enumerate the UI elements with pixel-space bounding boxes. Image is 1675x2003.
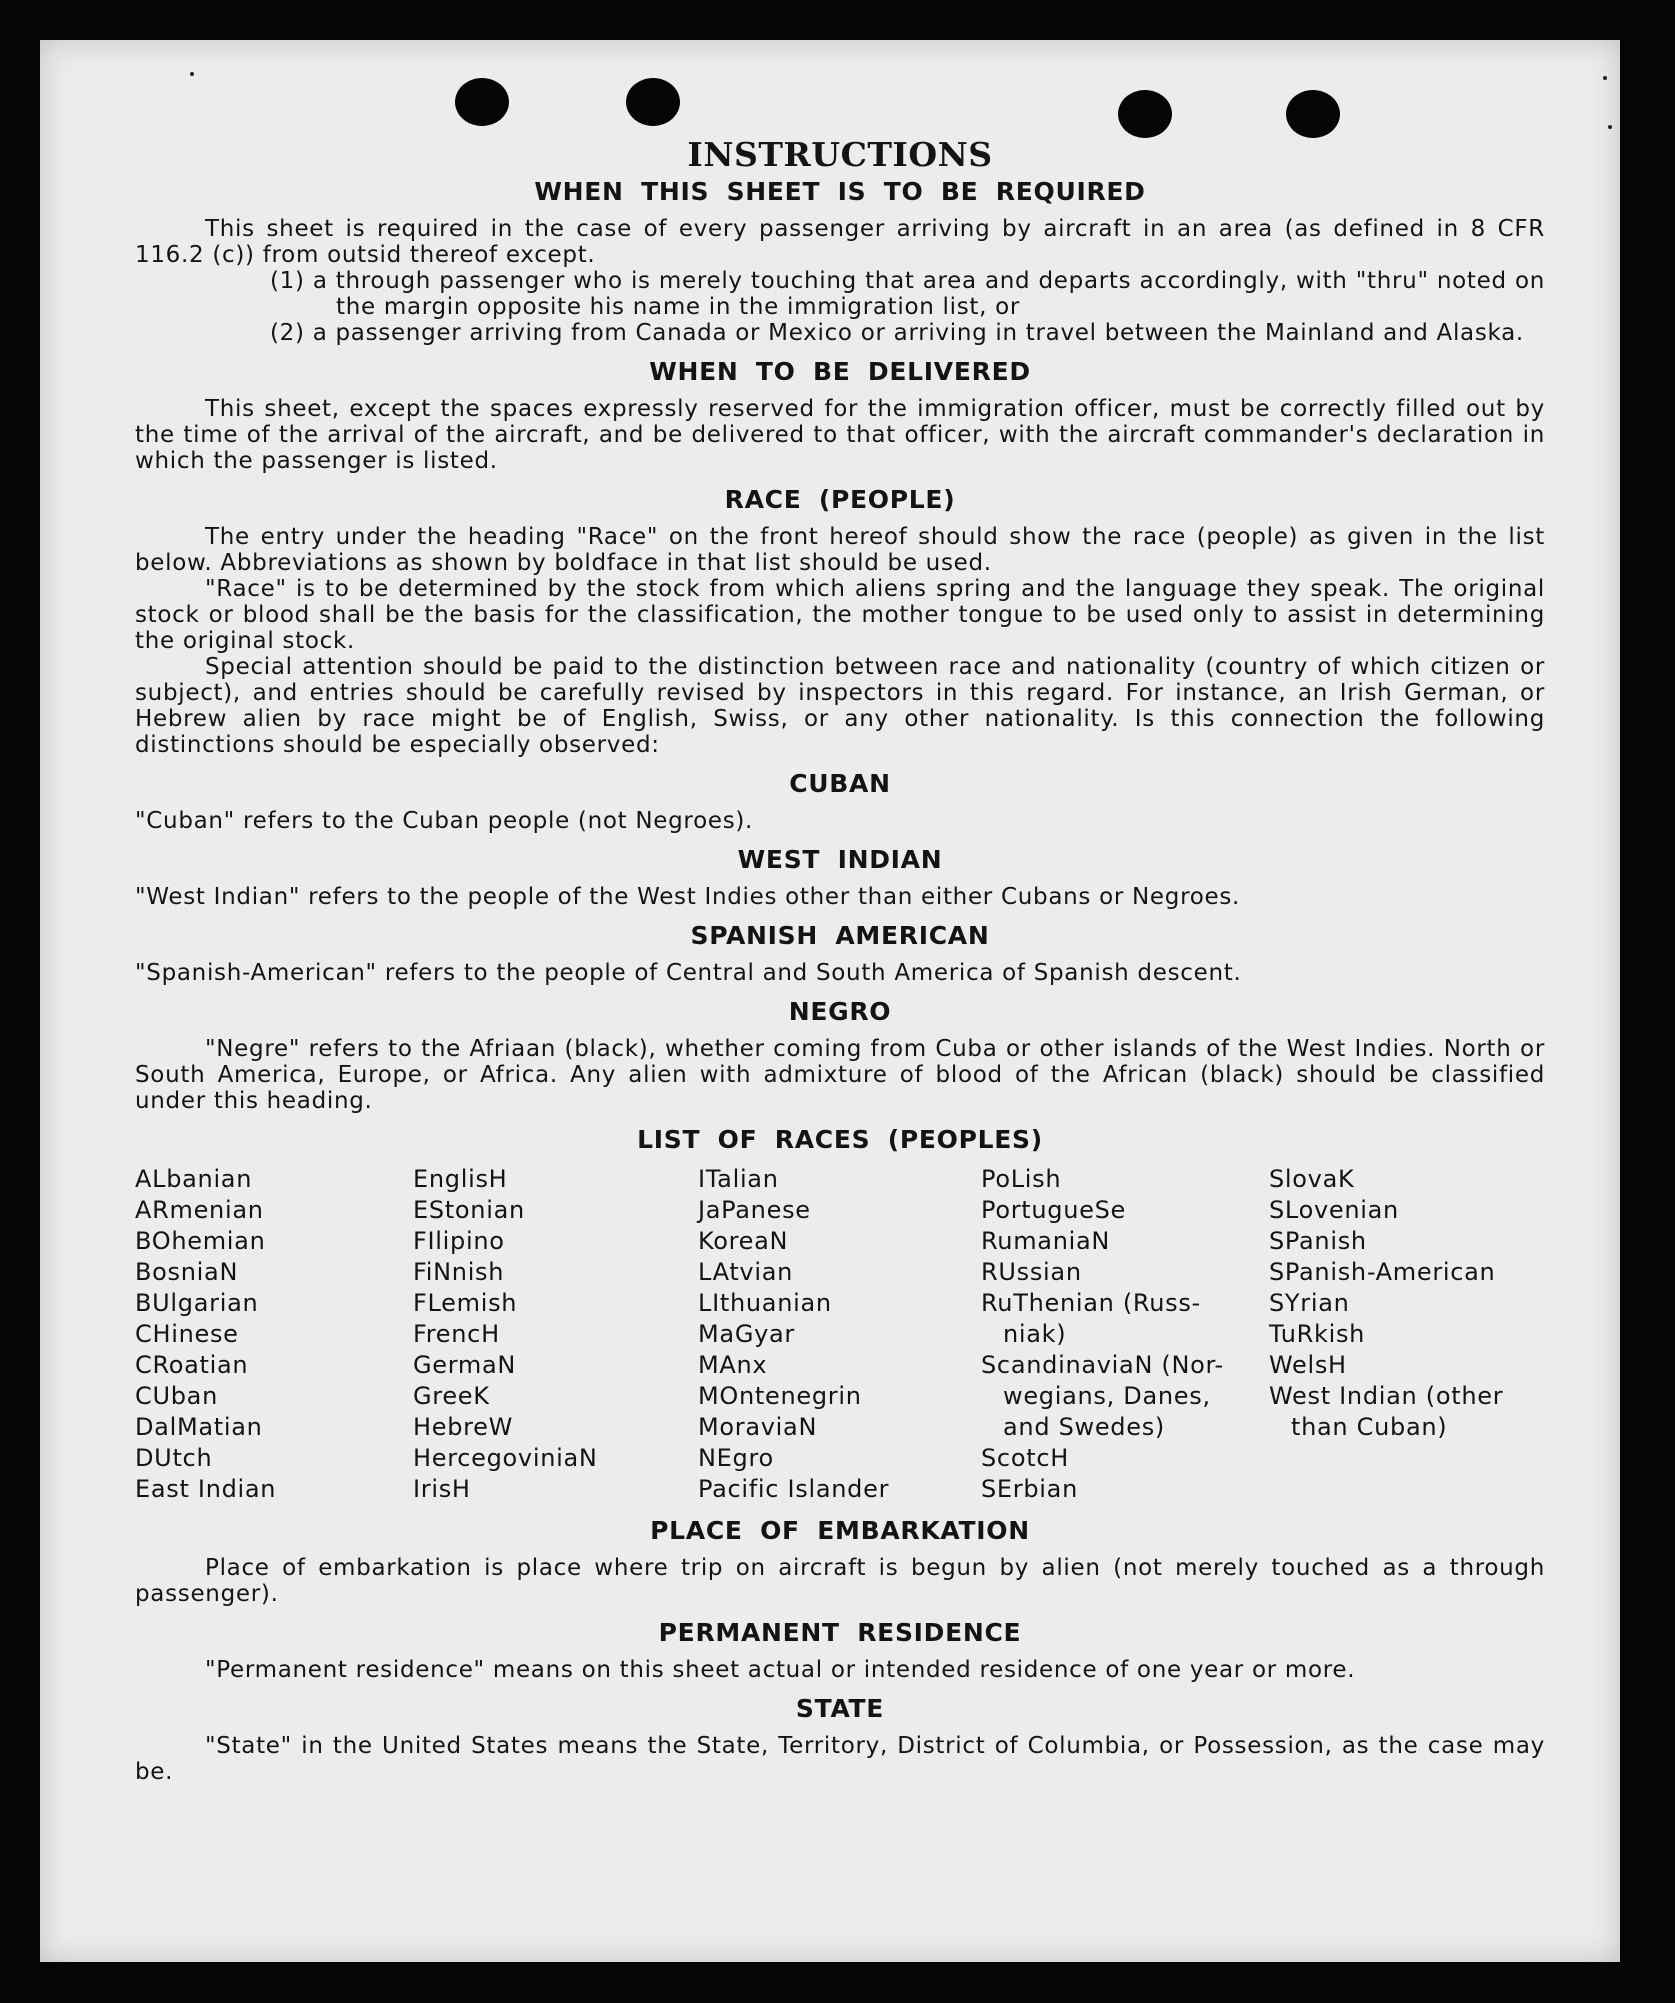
race-entry: ARmenian xyxy=(135,1196,264,1224)
race-entry: MoraviaN xyxy=(698,1413,818,1441)
page-title: INSTRUCTIONS xyxy=(687,135,993,174)
race-entry: KoreaN xyxy=(698,1227,789,1255)
heading-embarkation: PLACE OF EMBARKATION xyxy=(650,1516,1030,1545)
race-entry: FrencH xyxy=(413,1320,500,1348)
heading-negro: NEGRO xyxy=(788,997,892,1026)
race-entry: FiNnish xyxy=(413,1258,505,1286)
paragraph-state: "State" in the United States means the State, Territory, District of Columbia, or Possession, as the case may be. xyxy=(135,1733,1545,1785)
race-entry: ALbanian xyxy=(135,1165,253,1193)
race-entry: PoLish xyxy=(981,1165,1062,1193)
race-entry: SLovenian xyxy=(1269,1196,1399,1224)
race-entry-continued: wegians, Danes, xyxy=(1003,1382,1211,1410)
punch-hole xyxy=(626,78,680,126)
race-entry: BosniaN xyxy=(135,1258,239,1286)
paragraph-permanent-residence: "Permanent residence" means on this sheet actual or intended residence of one year or more. xyxy=(205,1657,1356,1683)
speck-mark xyxy=(1608,125,1612,129)
heading-cuban: CUBAN xyxy=(789,769,891,798)
paragraph-spanish-american: "Spanish-American" refers to the people of Central and South America of Spanish descent. xyxy=(135,960,1242,986)
race-entry: GermaN xyxy=(413,1351,517,1379)
paragraph-delivered: This sheet, except the spaces expressly reserved for the immigration officer, must be correctly filled out by the time of the arrival of the aircraft, and be delivered to that officer, with the aircraft commander's declaration in which the passenger is listed. xyxy=(135,396,1545,474)
race-list xyxy=(135,1164,1545,1505)
race-column xyxy=(698,1164,981,1505)
race-entry: SErbian xyxy=(981,1475,1078,1503)
race-entry: ScotcH xyxy=(981,1444,1069,1472)
paragraph-race-2: "Race" is to be determined by the stock from which aliens spring and the language they speak. The original stock or blood shall be the basis for the classification, the mother tongue to be used only to assist in determining the original stock. xyxy=(135,576,1545,654)
race-entry: EStonian xyxy=(413,1196,525,1224)
paragraph-required-intro: This sheet is required in the case of every passenger arriving by aircraft in an area (as defined in 8 CFR 116.2 (c)) from outsid thereof except. xyxy=(135,216,1545,268)
race-entry: MOntenegrin xyxy=(698,1382,862,1410)
paragraph-negro: "Negre" refers to the Afriaan (black), whether coming from Cuba or other islands of the West Indies. North or South America, Europe, or Africa. Any alien with admixture of blood of the African (black) should be classified under this heading. xyxy=(135,1036,1545,1114)
heading-spanish-american: SPANISH AMERICAN xyxy=(690,921,990,950)
paragraph-west-indian: "West Indian" refers to the people of the West Indies other than either Cubans or Negroes. xyxy=(135,884,1241,910)
race-entry: BOhemian xyxy=(135,1227,266,1255)
race-entry: FLemish xyxy=(413,1289,518,1317)
race-entry: FIlipino xyxy=(413,1227,505,1255)
heading-when-delivered: WHEN TO BE DELIVERED xyxy=(649,357,1031,386)
race-entry: MAnx xyxy=(698,1351,768,1379)
punch-hole xyxy=(1286,90,1340,138)
punch-hole xyxy=(1118,90,1172,138)
race-entry: PortugueSe xyxy=(981,1196,1126,1224)
heading-west-indian: WEST INDIAN xyxy=(737,845,943,874)
race-entry: TuRkish xyxy=(1269,1320,1366,1348)
race-entry: MaGyar xyxy=(698,1320,795,1348)
race-column xyxy=(1269,1164,1545,1505)
speck-mark xyxy=(1603,76,1607,80)
race-entry: RumaniaN xyxy=(981,1227,1111,1255)
race-entry: SPanish xyxy=(1269,1227,1367,1255)
paragraph-race-3: Special attention should be paid to the distinction between race and nationality (country of which citizen or subject), and entries should be carefully revised by inspectors in this regard. For instance, an Irish German, or Hebrew alien by race might be of English, Swiss, or any other nationality. Is this connection the following distinctions should be especially observed: xyxy=(135,654,1545,758)
heading-state: STATE xyxy=(795,1694,885,1723)
race-entry: GreeK xyxy=(413,1382,490,1410)
race-entry: WelsH xyxy=(1269,1351,1347,1379)
heading-permanent-residence: PERMANENT RESIDENCE xyxy=(658,1618,1022,1647)
heading-race: RACE (PEOPLE) xyxy=(724,485,956,514)
race-column xyxy=(413,1164,698,1505)
exception-item-1: (1) a through passenger who is merely touching that area and departs accordingly, with "thru" noted on the margin opposite his name in the immigration list, or xyxy=(270,268,1545,320)
race-entry: JaPanese xyxy=(698,1196,811,1224)
race-entry: SPanish-American xyxy=(1269,1258,1496,1286)
race-entry-continued: and Swedes) xyxy=(1003,1413,1165,1441)
paragraph-embarkation: Place of embarkation is place where trip on aircraft is begun by alien (not merely touched as a through passenger). xyxy=(135,1555,1545,1607)
race-entry: BUlgarian xyxy=(135,1289,259,1317)
race-entry: CHinese xyxy=(135,1320,239,1348)
race-entry: Pacific Islander xyxy=(698,1475,890,1503)
race-entry: LIthuanian xyxy=(698,1289,832,1317)
race-entry: ITalian xyxy=(698,1165,779,1193)
punch-hole xyxy=(455,78,509,126)
paragraph-race-1: The entry under the heading "Race" on the front hereof should show the race (people) as given in the list below. Abbreviations as shown by boldface in that list should be used. xyxy=(135,524,1545,576)
race-entry: SYrian xyxy=(1269,1289,1350,1317)
race-entry: HebreW xyxy=(413,1413,514,1441)
race-entry: East Indian xyxy=(135,1475,277,1503)
race-entry: EnglisH xyxy=(413,1165,508,1193)
race-entry: ScandinaviaN (Nor- xyxy=(981,1351,1224,1379)
race-entry: DalMatian xyxy=(135,1413,263,1441)
race-entry: RuThenian (Russ- xyxy=(981,1289,1201,1317)
paragraph-cuban: "Cuban" refers to the Cuban people (not Negroes). xyxy=(135,808,754,834)
heading-when-required: WHEN THIS SHEET IS TO BE REQUIRED xyxy=(534,177,1146,206)
race-entry: RUssian xyxy=(981,1258,1082,1286)
race-entry: SlovaK xyxy=(1269,1165,1355,1193)
exception-item-2: (2) a passenger arriving from Canada or Mexico or arriving in travel between the Mainland and Alaska. xyxy=(270,320,1524,346)
race-column xyxy=(135,1164,413,1505)
race-entry: LAtvian xyxy=(698,1258,794,1286)
race-entry: IrisH xyxy=(413,1475,471,1503)
race-entry: West Indian (other xyxy=(1269,1382,1504,1410)
race-entry-continued: niak) xyxy=(1003,1320,1067,1348)
speck-mark xyxy=(190,72,194,76)
heading-list-of-races: LIST OF RACES (PEOPLES) xyxy=(637,1125,1043,1154)
race-entry-continued: than Cuban) xyxy=(1291,1413,1448,1441)
race-entry: NEgro xyxy=(698,1444,774,1472)
instructions-content xyxy=(135,136,1545,1785)
race-entry: CUban xyxy=(135,1382,218,1410)
race-column xyxy=(981,1164,1269,1505)
document-page xyxy=(40,40,1620,1962)
race-entry: HercegoviniaN xyxy=(413,1444,598,1472)
race-entry: CRoatian xyxy=(135,1351,249,1379)
race-entry: DUtch xyxy=(135,1444,213,1472)
